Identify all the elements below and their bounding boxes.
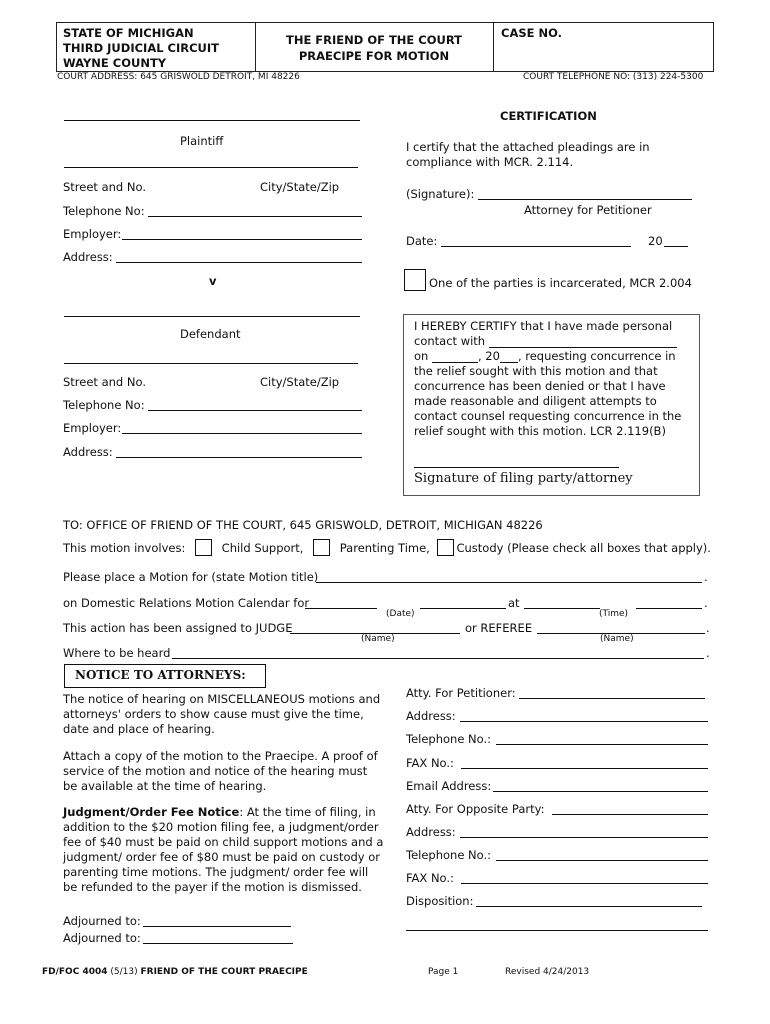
signature-label: (Signature):	[406, 187, 475, 201]
concurrence-line-2: contact with	[414, 334, 677, 348]
case-no-label: CASE NO.	[501, 26, 562, 40]
court-phone: COURT TELEPHONE NO: (313) 224-5300	[523, 72, 704, 82]
defendant-name-field[interactable]	[64, 316, 360, 317]
court-line-2: THIRD JUDICIAL CIRCUIT	[63, 41, 220, 55]
plaintiff-address-field[interactable]	[116, 262, 362, 263]
heard-label: Where to be heard	[63, 646, 171, 660]
custody-checkbox[interactable]	[437, 539, 454, 556]
filing-party-signature-label: Signature of filing party/attorney	[414, 471, 633, 486]
court-name-cell	[57, 23, 256, 71]
time-field[interactable]	[524, 608, 600, 609]
motion-title-field[interactable]	[316, 582, 702, 583]
plaintiff-address-label: Address:	[63, 250, 113, 264]
petitioner-fax-label: FAX No.:	[406, 756, 454, 770]
plaintiff-city-label: City/State/Zip	[260, 180, 340, 194]
contact-year-field[interactable]	[500, 350, 518, 363]
court-address: COURT ADDRESS: 645 GRISWOLD DETROIT, MI 48226	[57, 72, 300, 82]
adjourned-field-2[interactable]	[143, 943, 293, 944]
certification-statement-2: compliance with MCR. 2.114.	[406, 155, 574, 169]
motion-title-period: .	[704, 570, 708, 584]
attorney-for-petitioner-label: Attorney for Petitioner	[524, 203, 652, 217]
fee-notice-title: Judgment/Order Fee Notice	[63, 805, 240, 819]
form-footer	[42, 967, 308, 977]
concurrence-line-1: I HEREBY CERTIFY that I have made personal	[414, 319, 673, 333]
child-support-label: Child Support,	[221, 541, 304, 555]
fee-notice-text: : At the time of filing, in addition to the $20 motion filing fee, a judgment/order fee of $40 must be paid on child support motions and a judgment/ order fee of $80 must be paid on custody or parenting time motions. The judgment/ order fee will be refunded to the payer if the motion is dismissed.	[63, 805, 384, 894]
at-label: at	[508, 596, 520, 610]
plaintiff-employer-label: Employer:	[63, 227, 122, 241]
calendar-period: .	[704, 596, 708, 610]
signature-field[interactable]	[478, 199, 692, 200]
contact-with-field[interactable]	[489, 335, 677, 348]
defendant-label: Defendant	[180, 327, 241, 341]
custody-label: Custody (Please check all boxes that apply).	[456, 541, 711, 555]
concurrence-line-7: contact counsel requesting concurrence in the	[414, 409, 682, 423]
adjourned-label-1: Adjourned to:	[63, 914, 141, 928]
defendant-employer-label: Employer:	[63, 421, 122, 435]
opposite-address-field[interactable]	[460, 837, 708, 838]
defendant-street-field[interactable]	[64, 363, 358, 364]
plaintiff-phone-field[interactable]	[148, 216, 362, 217]
header-box	[56, 22, 714, 72]
adjourned-field-1[interactable]	[143, 926, 291, 927]
referee-label: or REFEREE	[465, 621, 533, 635]
disposition-field[interactable]	[476, 906, 702, 907]
versus-label: v	[209, 274, 217, 288]
form-footer-title: FRIEND OF THE COURT PRAECIPE	[140, 967, 308, 977]
heard-field[interactable]	[172, 658, 704, 659]
petitioner-address-field[interactable]	[460, 721, 708, 722]
form-date: (5/13)	[110, 967, 138, 977]
calendar-day-field[interactable]	[305, 608, 377, 609]
parenting-time-label: Parenting Time,	[339, 541, 430, 555]
notice-para-2: Attach a copy of the motion to the Praecipe. A proof of service of the motion and notice of the hearing must be available at the time of hearing.	[63, 749, 378, 793]
court-line-1: STATE OF MICHIGAN	[63, 26, 194, 40]
date-label: Date:	[406, 234, 438, 248]
petitioner-address-label: Address:	[406, 709, 456, 723]
concurrence-certification-box	[403, 314, 700, 496]
revised-date: Revised 4/24/2013	[505, 967, 590, 977]
defendant-phone-field[interactable]	[148, 410, 362, 411]
heard-period: .	[706, 646, 710, 660]
year-field[interactable]	[664, 246, 688, 247]
motion-title-label: Please place a Motion for (state Motion title)	[63, 570, 319, 584]
form-id: FD/FOC 4004	[42, 967, 108, 977]
referee-period: .	[706, 621, 710, 635]
child-support-checkbox[interactable]	[195, 539, 212, 556]
atty-opposite-field[interactable]	[552, 814, 708, 815]
concurrence-line-3: on , 20 , requesting concurrence in	[414, 349, 676, 363]
concurrence-line-4: the relief sought with this motion and that	[414, 364, 658, 378]
calendar-label: on Domestic Relations Motion Calendar for	[63, 596, 310, 610]
date-field[interactable]	[441, 246, 631, 247]
adjourned-label-2: Adjourned to:	[63, 931, 141, 945]
defendant-street-label: Street and No.	[63, 375, 146, 389]
date-hint: (Date)	[386, 609, 415, 619]
certification-title: CERTIFICATION	[500, 109, 597, 123]
plaintiff-street-label: Street and No.	[63, 180, 146, 194]
plaintiff-label: Plaintiff	[180, 134, 224, 148]
petitioner-phone-label: Telephone No.:	[406, 732, 492, 746]
defendant-employer-field[interactable]	[122, 433, 362, 434]
parenting-time-checkbox[interactable]	[313, 539, 330, 556]
petitioner-email-field[interactable]	[493, 791, 708, 792]
form-title-cell	[255, 23, 494, 71]
petitioner-phone-field[interactable]	[496, 744, 708, 745]
form-title-line-1: THE FRIEND OF THE COURT	[285, 33, 463, 47]
opposite-address-label: Address:	[406, 825, 456, 839]
notice-title: NOTICE TO ATTORNEYS:	[75, 668, 246, 682]
defendant-city-label: City/State/Zip	[260, 375, 340, 389]
to-office-line: TO: OFFICE OF FRIEND OF THE COURT, 645 GRISWOLD, DETROIT, MICHIGAN 48226	[63, 518, 543, 532]
contact-date-field[interactable]	[432, 350, 478, 363]
plaintiff-employer-field[interactable]	[122, 239, 362, 240]
referee-name-hint: (Name)	[600, 634, 634, 644]
page-number: Page 1	[428, 967, 459, 977]
notice-title-box	[64, 664, 266, 688]
defendant-address-field[interactable]	[116, 457, 362, 458]
judge-label: This action has been assigned to JUDGE	[63, 621, 293, 635]
disposition-field-2[interactable]	[406, 930, 708, 931]
concurrence-line-6: made reasonable and diligent attempts to	[414, 394, 657, 408]
court-line-3: WAYNE COUNTY	[63, 56, 167, 70]
opposite-fax-field[interactable]	[461, 883, 708, 884]
defendant-phone-label: Telephone No:	[63, 398, 145, 412]
judge-name-hint: (Name)	[361, 634, 395, 644]
case-no-cell[interactable]	[493, 23, 713, 71]
petitioner-fax-field[interactable]	[461, 768, 708, 769]
opposite-phone-label: Telephone No.:	[406, 848, 492, 862]
motion-involves-row	[63, 539, 711, 556]
plaintiff-name-field[interactable]	[64, 120, 360, 121]
disposition-label: Disposition:	[406, 894, 474, 908]
atty-petitioner-label: Atty. For Petitioner:	[406, 686, 516, 700]
concurrence-line-8: relief sought with this motion. LCR 2.119(B)	[414, 424, 666, 438]
defendant-address-label: Address:	[63, 445, 113, 459]
motion-involves-label: This motion involves:	[63, 541, 186, 555]
atty-opposite-label: Atty. For Opposite Party:	[406, 802, 545, 816]
opposite-fax-label: FAX No.:	[406, 871, 454, 885]
opposite-phone-field[interactable]	[496, 860, 708, 861]
form-title-line-2: PRAECIPE FOR MOTION	[298, 49, 450, 63]
fee-notice	[63, 805, 385, 895]
incarcerated-label: One of the parties is incarcerated, MCR 2.004	[429, 276, 692, 290]
time-hint: (Time)	[599, 609, 629, 619]
plaintiff-street-field[interactable]	[64, 167, 358, 168]
calendar-date-field[interactable]	[420, 608, 506, 609]
filing-party-signature-field[interactable]	[414, 467, 619, 468]
petitioner-email-label: Email Address:	[406, 779, 492, 793]
year-prefix: 20	[648, 234, 663, 248]
time-period-field[interactable]	[636, 608, 702, 609]
plaintiff-phone-label: Telephone No:	[63, 204, 145, 218]
incarcerated-checkbox[interactable]	[404, 269, 426, 291]
notice-para-1: The notice of hearing on MISCELLANEOUS motions and attorneys' orders to show cause must give the time, date and place of hearing.	[63, 692, 381, 736]
atty-petitioner-field[interactable]	[519, 698, 705, 699]
concurrence-line-5: concurrence has been denied or that I have	[414, 379, 666, 393]
certification-statement-1: I certify that the attached pleadings are in	[406, 140, 650, 154]
